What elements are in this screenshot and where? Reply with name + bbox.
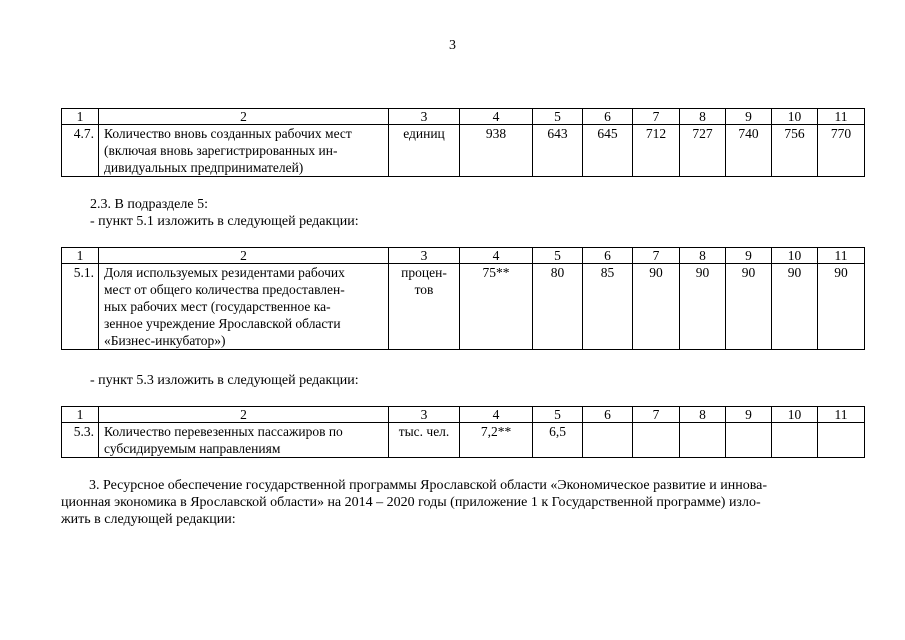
header-cell: 4 [460,109,533,125]
unit-cell: единиц [389,125,460,177]
header-cell: 9 [726,109,772,125]
header-cell: 10 [772,109,818,125]
value-cell [818,423,865,458]
header-cell: 3 [389,109,460,125]
table-header-row [62,407,865,423]
indicator-name-line: «Бизнес-инкубатор») [104,333,226,348]
value-cell: 90 [772,264,818,350]
header-cell: 7 [633,109,680,125]
value-cell [583,423,633,458]
value-cell: 7,2** [460,423,533,458]
header-cell: 2 [99,248,389,264]
header-cell: 8 [680,407,726,423]
value-cell: 712 [633,125,680,177]
header-cell: 8 [680,109,726,125]
value-cell: 6,5 [533,423,583,458]
header-cell: 6 [583,248,633,264]
value-cell: 90 [726,264,772,350]
indicator-name-line: дивидуальных предпринимателей) [104,160,304,175]
row-number: 5.1. [62,264,99,350]
table-indicator-5-1 [61,247,865,350]
table-row [62,125,865,177]
indicator-name-line: зенное учреждение Ярославской области [104,316,341,331]
subsection-heading: 2.3. В подразделе 5: [90,197,208,212]
table-row [62,423,865,458]
header-cell: 6 [583,407,633,423]
value-cell: 645 [583,125,633,177]
paragraph-line: 3. Ресурсное обеспечение государственной программы Ярославской области «Экономическое развитие и иннова- [89,478,768,493]
header-cell: 2 [99,109,389,125]
header-cell: 5 [533,109,583,125]
value-cell: 727 [680,125,726,177]
indicator-name-line: Количество перевезенных пассажиров по [104,424,343,439]
header-cell: 4 [460,407,533,423]
header-cell: 11 [818,248,865,264]
indicator-name [99,125,389,177]
unit-cell [389,264,460,350]
instruction-text: - пункт 5.3 изложить в следующей редакции: [90,373,359,388]
indicator-name [99,423,389,458]
header-cell: 10 [772,407,818,423]
table-header-row [62,109,865,125]
header-cell: 1 [62,407,99,423]
unit-line: тов [414,282,434,297]
value-cell: 90 [680,264,726,350]
header-cell: 9 [726,248,772,264]
value-cell [772,423,818,458]
indicator-name-line: ных рабочих мест (государственное ка- [104,299,331,314]
header-cell: 6 [583,109,633,125]
header-cell: 5 [533,407,583,423]
value-cell: 740 [726,125,772,177]
indicator-name-line: Доля используемых резидентами рабочих [104,265,345,280]
unit-cell: тыс. чел. [389,423,460,458]
value-cell: 756 [772,125,818,177]
value-cell: 80 [533,264,583,350]
value-cell: 770 [818,125,865,177]
header-cell: 9 [726,407,772,423]
value-cell: 90 [633,264,680,350]
unit-line: процен- [401,265,447,280]
header-cell: 11 [818,407,865,423]
indicator-name-line: (включая вновь зарегистрированных ин- [104,143,338,158]
value-cell: 90 [818,264,865,350]
indicator-name [99,264,389,350]
paragraph-line: ционная экономика в Ярославской области» на 2014 – 2020 годы (приложение 1 к Государственной программе) изло- [61,495,761,510]
row-number: 4.7. [62,125,99,177]
header-cell: 11 [818,109,865,125]
row-number: 5.3. [62,423,99,458]
header-cell: 2 [99,407,389,423]
header-cell: 3 [389,248,460,264]
header-cell: 1 [62,109,99,125]
header-cell: 1 [62,248,99,264]
header-cell: 3 [389,407,460,423]
table-indicator-4-7 [61,108,865,177]
paragraph-line: жить в следующей редакции: [61,512,236,527]
header-cell: 8 [680,248,726,264]
page-number: 3 [449,38,456,53]
table-indicator-5-3 [61,406,865,458]
indicator-name-line: Количество вновь созданных рабочих мест [104,126,352,141]
header-cell: 7 [633,248,680,264]
table-header-row [62,248,865,264]
indicator-name-line: мест от общего количества предоставлен- [104,282,345,297]
value-cell: 75** [460,264,533,350]
value-cell [633,423,680,458]
header-cell: 10 [772,248,818,264]
resource-paragraph [61,477,851,528]
indicator-name-line: субсидируемым направлениям [104,441,281,456]
table-row [62,264,865,350]
header-cell: 7 [633,407,680,423]
value-cell [680,423,726,458]
instruction-text: - пункт 5.1 изложить в следующей редакции: [90,214,359,229]
header-cell: 4 [460,248,533,264]
value-cell [726,423,772,458]
value-cell: 85 [583,264,633,350]
header-cell: 5 [533,248,583,264]
value-cell: 938 [460,125,533,177]
value-cell: 643 [533,125,583,177]
